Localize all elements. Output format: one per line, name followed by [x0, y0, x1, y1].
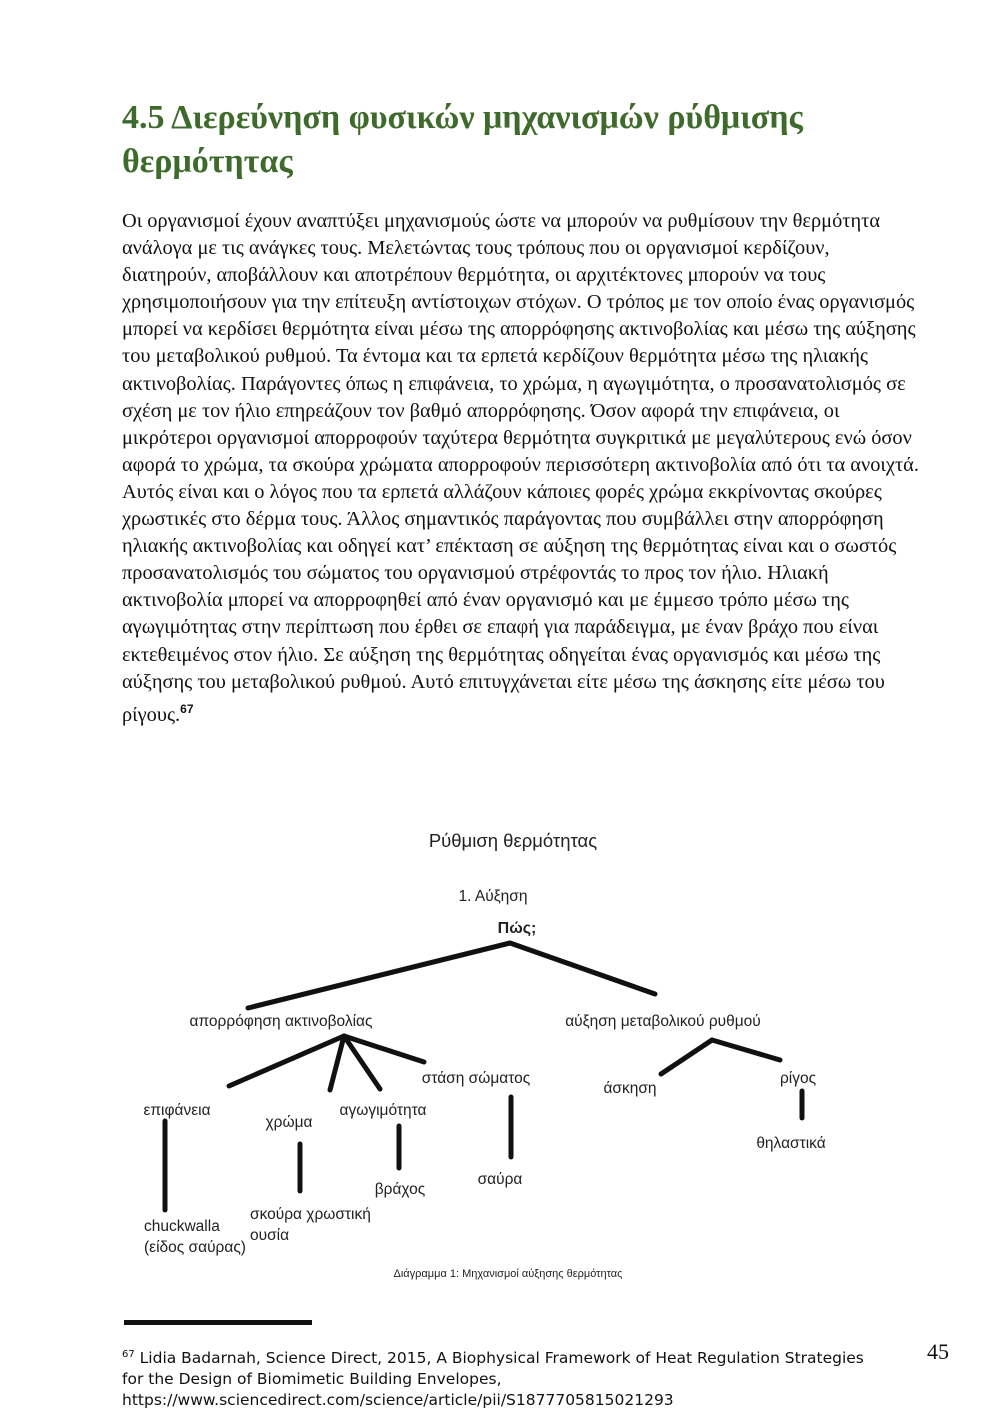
diagram-question: Πώς;	[497, 920, 537, 937]
node-dark-pigment: σκούρα χρωστική	[250, 1206, 371, 1223]
node-chuckwalla: chuckwalla	[144, 1218, 220, 1235]
footnote-number: 67	[122, 1349, 135, 1360]
footnote-reference[interactable]: 67	[180, 701, 194, 716]
edge-root-right	[510, 943, 655, 994]
node-conductivity: αγωγιμότητα	[339, 1102, 427, 1119]
node-mammals: θηλαστικά	[756, 1135, 826, 1152]
node-posture: στάση σώματος	[421, 1070, 531, 1087]
section-heading: 4.5 Διερεύνηση φυσικών μηχανισμών ρύθμισης θερμότητας	[122, 99, 803, 180]
node-rock: βράχος	[374, 1181, 426, 1198]
body-paragraph	[122, 208, 922, 729]
diagram-title: Ρύθμιση θερμότητας	[428, 830, 598, 851]
page-number: 45	[927, 1339, 949, 1364]
diagram-subtitle: 1. Αύξηση	[458, 888, 528, 905]
edge-absorption-color	[330, 1036, 344, 1090]
node-lizard: σαύρα	[477, 1171, 523, 1188]
footnote-text: Lidia Badarnah, Science Direct, 2015, A Biophysical Framework of Heat Regulation Strategies for the Design of Biomimetic Building Envelopes, https://www.sciencedirect.com/science/article/pii/S1877705815021293	[122, 1349, 864, 1410]
node-shiver: ρίγος	[779, 1070, 817, 1087]
diagram-caption: Διάγραμμα 1: Μηχανισμοί αύξησης θερμότητας	[393, 1268, 623, 1280]
node-surface: επιφάνεια	[143, 1102, 211, 1119]
footnote-separator	[124, 1320, 312, 1325]
edge-metabolic-shiver	[712, 1040, 780, 1060]
edge-absorption-surface	[229, 1036, 344, 1086]
node-chuckwalla-species: (είδος σαύρας)	[144, 1239, 246, 1256]
node-radiation-absorption: απορρόφηση ακτινοβολίας	[189, 1013, 373, 1030]
edge-root-left	[248, 943, 510, 1008]
node-color: χρώμα	[265, 1114, 313, 1131]
edge-metabolic-exercise	[661, 1040, 712, 1074]
node-metabolic-increase: αύξηση μεταβολικού ρυθμού	[565, 1013, 761, 1030]
heat-regulation-diagram	[122, 822, 902, 1292]
paragraph-text: Οι οργανισμοί έχουν αναπτύξει μηχανισμούς ώστε να μπορούν να ρυθμίσουν την θερμότητα ανάλογα με τις ανάγκες τους. Μελετώντας τους τρόπους που οι οργανισμοί κερδίζουν, διατηρούν, αποβάλλουν και αποτρέπουν θερμότητα, οι αρχιτέκτονες μπορούν να τους χρησιμοποιήσουν για την επίτευξη αντίστοιχων στόχων. Ο τρόπος με τον οποίο ένας οργανισμός μπορεί να κερδίσει θερμότητα είναι μέσω της απορρόφησης ακτινοβολίας και μέσω της αύξησης του μεταβολικού ρυθμού. Τα έντομα και τα ερπετά κερδίζουν θερμότητα μέσω της ηλιακής ακτινοβολίας. Παράγοντες όπως η επιφάνεια, το χρώμα, η αγωγιμότητα, ο προσανατολισμός σε σχέση με τον ήλιο επηρεάζουν τον βαθμό απορρόφησης. Όσον αφορά την επιφάνεια, οι μικρότεροι οργανισμοί απορροφούν ταχύτερα θερμότητα συγκριτικά με μεγαλύτερους ενώ όσον αφορά το χρώμα, τα σκούρα χρώματα απορροφούν περισσότερη ακτινοβολία από ότι τα ανοιχτά. Αυτός είναι και ο λόγος που τα ερπετά αλλάζουν κάποιες φορές χρώμα εκκρίνοντας σκούρες χρωστικές στο δέρμα τους. Άλλος σημαντικός παράγοντας που συμβάλλει στην απορρόφηση ηλιακής ακτινοβολίας και οδηγεί κατ’ επέκταση σε αύξηση της θερμότητας είναι και ο σωστός προσανατολισμός του σώματος του οργανισμού στρέφοντάς το προς τον ήλιο. Ηλιακή ακτινοβολία μπορεί να απορροφηθεί από έναν οργανισμό και με έμμεσο τρόπο μέσω της αγωγιμότητας στην περίπτωση που έρθει σε επαφή για παράδειγμα, με έναν βράχο που είναι εκτεθειμένος στον ήλιο. Σε αύξηση της θερμότητας οδηγείται ένας οργανισμός και μέσω της αύξησης του μεταβολικού ρυθμού. Αυτό επιτυγχάνεται είτε μέσω της άσκησης είτε μέσω του ρίγους.	[122, 210, 919, 726]
node-dark-pigment-substance: ουσία	[250, 1227, 290, 1244]
footnote	[122, 1344, 882, 1411]
node-exercise: άσκηση	[603, 1080, 657, 1097]
